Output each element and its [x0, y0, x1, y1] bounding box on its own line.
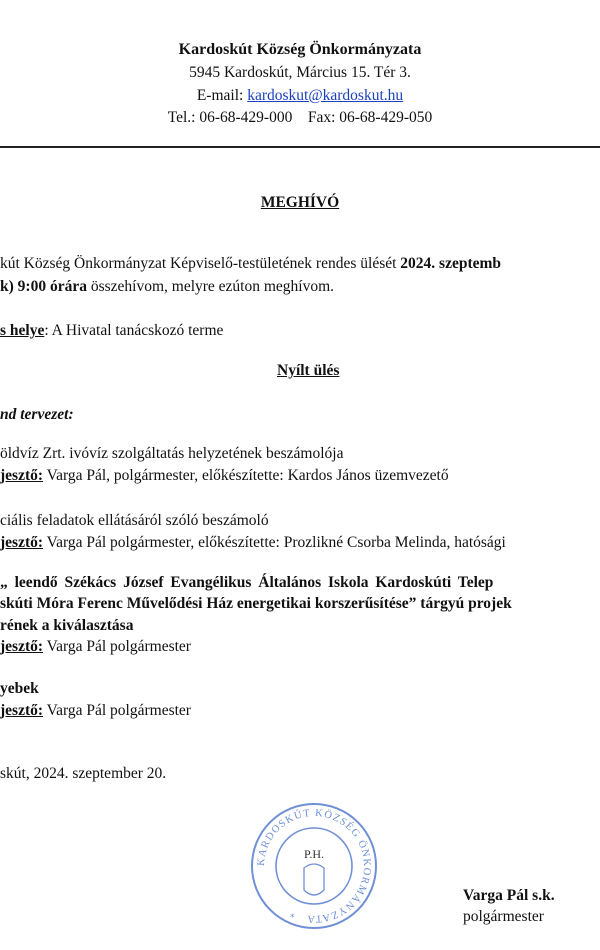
meeting-time: k) 9:00 órára — [0, 278, 87, 295]
official-stamp — [248, 800, 380, 932]
agenda-item-2-presenter — [0, 533, 506, 553]
email-label: E-mail: — [196, 87, 244, 104]
agenda-item-3-presenter — [0, 637, 191, 657]
presenter-label: jesztő: — [0, 638, 44, 655]
presenter-text: Varga Pál polgármester — [43, 638, 191, 655]
intro-text-2: összehívom, melyre ezúton meghívom. — [86, 278, 335, 295]
intro-line-1 — [0, 254, 501, 274]
org-email-line — [0, 86, 600, 106]
meeting-date: 2024. szeptemb — [400, 255, 502, 272]
signer-name: Varga Pál s.k. — [463, 887, 555, 904]
project-suffix: ” tárgyú projek — [408, 595, 512, 612]
agenda-item-3-title-line-1: „ leendő Székács József Evangélikus Általános Iskola Kardoskúti Telep — [0, 574, 494, 591]
agenda-item-1-presenter — [0, 466, 449, 486]
document-title: MEGHÍVÓ — [260, 194, 340, 211]
venue-text: : A Hivatal tanácskozó terme — [44, 322, 224, 339]
stamp-ring-text: KARDOSKÚT KÖZSÉG ÖNKORMÁNYZATA — [255, 807, 373, 925]
project-name: skúti Móra Ferenc Művelődési Ház energetikai korszerűsítése — [0, 595, 409, 612]
stamp-center-text: P.H. — [303, 847, 325, 861]
date-line: skút, 2024. szeptember 20. — [0, 765, 167, 782]
signer-role: polgármester — [463, 908, 544, 925]
agenda-item-2-title: ciális feladatok ellátásáról szóló beszámoló — [0, 512, 269, 529]
agenda-label: nd tervezet: — [0, 406, 74, 423]
fax-number: Fax: 06-68-429-050 — [307, 109, 433, 126]
org-address: 5945 Kardoskút, Március 15. Tér 3. — [189, 64, 411, 81]
presenter-label: jesztő: — [0, 702, 44, 719]
star-icon: * — [290, 913, 295, 923]
coat-of-arms-icon — [304, 864, 324, 895]
email-link[interactable]: kardoskut@kardoskut.hu — [247, 87, 404, 104]
org-name: Kardoskút Község Önkormányzata — [178, 41, 422, 58]
header-divider — [0, 146, 600, 148]
agenda-item-1-title: öldvíz Zrt. ivóvíz szolgáltatás helyzetének beszámolója — [0, 445, 344, 462]
presenter-label: jesztő: — [0, 467, 44, 484]
agenda-item-3-title-line-3: rének a kiválasztása — [0, 617, 134, 634]
org-phone-line — [0, 108, 600, 128]
presenter-text: Varga Pál, polgármester, előkészítette: Kardos János üzemvezető — [43, 467, 449, 484]
venue-label: s helye — [0, 322, 45, 339]
agenda-item-3-title-line-2 — [0, 594, 512, 614]
intro-line-2 — [0, 277, 334, 297]
presenter-text: Varga Pál polgármester — [43, 702, 191, 719]
venue-line — [0, 321, 223, 341]
session-title: Nyílt ülés — [277, 362, 340, 379]
phone-number: Tel.: 06-68-429-000 — [167, 109, 293, 126]
agenda-item-4-presenter — [0, 701, 191, 721]
presenter-label: jesztő: — [0, 534, 44, 551]
agenda-item-4-title: yebek — [0, 680, 39, 697]
presenter-text: Varga Pál polgármester, előkészítette: Prozlikné Csorba Melinda, hatósági — [43, 534, 506, 551]
intro-text: kút Község Önkormányzat Képviselő-testületének rendes ülését — [0, 255, 401, 272]
